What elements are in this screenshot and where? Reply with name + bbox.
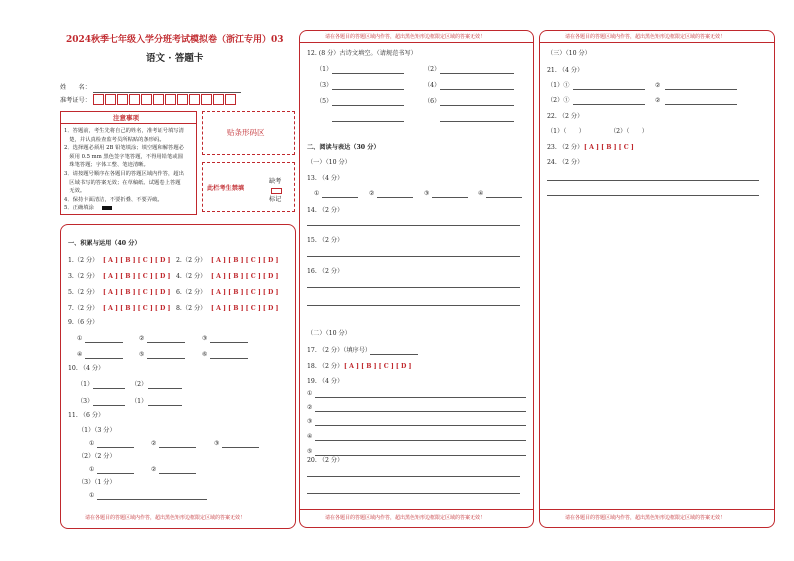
q21-r2-line2[interactable] xyxy=(665,104,737,105)
q11-sub1-mark: ② xyxy=(151,440,157,447)
q23-options[interactable]: [ A ] [ B ] [ C ] xyxy=(584,144,634,151)
q21-r1-line2[interactable] xyxy=(665,89,737,90)
mc-question-label: 2.（2 分） xyxy=(176,257,207,264)
warning-text-col3-top: 请在各题目的答题区域内作答，超出黑色矩形边框限定区域的答案无效！ xyxy=(565,34,726,40)
mc-options[interactable]: [ A ] [ B ] [ C ] [ D ] xyxy=(211,305,279,312)
writing-line[interactable] xyxy=(307,476,520,477)
q11-sub1-line[interactable] xyxy=(222,447,259,448)
q9-mark: ① xyxy=(77,335,83,342)
exam-number-box[interactable] xyxy=(225,94,236,105)
mc-options[interactable]: [ A ] [ B ] [ C ] [ D ] xyxy=(211,273,279,280)
q9-answer-line[interactable] xyxy=(85,358,123,359)
exam-number-box[interactable] xyxy=(129,94,140,105)
q12-answer-line[interactable] xyxy=(440,105,514,106)
q21-r2-line1[interactable] xyxy=(573,104,645,105)
notice-item: 须用 0.5 mm 黑色签字笔答题，不得用铅笔或圆 xyxy=(64,153,183,160)
q19-mark: ③ xyxy=(307,418,313,425)
q19-answer-line[interactable] xyxy=(315,397,526,398)
q21-r2-mark2: ② xyxy=(655,97,661,104)
mc-options[interactable]: [ A ] [ B ] [ C ] [ D ] xyxy=(103,273,171,280)
q12-answer-line[interactable] xyxy=(332,89,404,90)
page-subtitle: 语文 · 答题卡 xyxy=(146,53,204,64)
part2-sub1: （一）（10 分） xyxy=(307,159,351,166)
q13-answer-line[interactable] xyxy=(486,197,522,198)
writing-line[interactable] xyxy=(307,225,520,226)
q10-mark: （1） xyxy=(131,398,148,405)
q11-sub2-mark: ② xyxy=(151,466,157,473)
part2-sub3: （三）（10 分） xyxy=(547,50,591,57)
q12-mark: （1） xyxy=(316,66,333,73)
part2-title: 二、阅读与表达（30 分） xyxy=(307,144,380,151)
q11-sub3-mark: ① xyxy=(89,492,95,499)
exam-number-box[interactable] xyxy=(105,94,116,105)
exam-number-box[interactable] xyxy=(117,94,128,105)
q13-mark: ① xyxy=(314,190,320,197)
part2-sub2: （二）（10 分） xyxy=(307,330,351,337)
warning-text: 请在各题目的答题区域内作答，超出黑色矩形边框限定区域的答案无效！ xyxy=(85,515,246,521)
q9-answer-line[interactable] xyxy=(147,358,185,359)
q11-sub1-label: （1）（3 分） xyxy=(78,427,116,434)
q23-label: 23. （2 分） xyxy=(547,144,584,151)
mc-options[interactable]: [ A ] [ B ] [ C ] [ D ] xyxy=(103,289,171,296)
q13-mark: ③ xyxy=(424,190,430,197)
filled-sample-mark xyxy=(102,206,112,210)
barcode-area xyxy=(202,111,295,155)
q10-answer-line[interactable] xyxy=(148,405,182,406)
exam-number-boxes[interactable] xyxy=(93,94,237,106)
q19-mark: ① xyxy=(307,390,313,397)
q14-label: 14. （2 分） xyxy=(307,207,344,214)
q11-sub3-label: （3）（1 分） xyxy=(78,479,116,486)
q9-answer-line[interactable] xyxy=(147,342,185,343)
q9-answer-line[interactable] xyxy=(210,358,248,359)
q9-mark: ⑤ xyxy=(139,351,145,358)
q19-mark: ④ xyxy=(307,433,313,440)
name-field[interactable] xyxy=(93,92,241,93)
notice-item: 2．选择题必须用 2B 铅笔填涂；填空题和解答题必 xyxy=(64,145,184,152)
mc-options[interactable]: [ A ] [ B ] [ C ] [ D ] xyxy=(103,257,171,264)
exam-number-box[interactable] xyxy=(201,94,212,105)
q12-mark: （2） xyxy=(424,66,441,73)
q13-mark: ② xyxy=(369,190,375,197)
notice-list xyxy=(64,127,184,213)
mc-question-label: 8.（2 分） xyxy=(176,305,207,312)
notice-item: 区域书写的答案无效；在草稿纸、试题卷上答题 xyxy=(64,179,181,186)
exam-number-box[interactable] xyxy=(141,94,152,105)
warning-text-col2-bottom: 请在各题目的答题区域内作答，超出黑色矩形边框限定区域的答案无效！ xyxy=(325,515,486,521)
q10-mark: （2） xyxy=(131,381,148,388)
writing-line[interactable] xyxy=(307,493,520,494)
notice-item: 1．答题前，考生先将自己的姓名，准考证号填写清 xyxy=(64,128,184,134)
q22-r2[interactable]: （2）（ ） xyxy=(610,128,648,135)
notice-item: 楚，并认真检查监考员所粘贴的条形码。 xyxy=(64,136,165,143)
q20-label: 20. （2 分） xyxy=(307,457,344,464)
writing-line[interactable] xyxy=(307,305,520,306)
q19-answer-line[interactable] xyxy=(315,411,526,412)
q12-mark: （3） xyxy=(316,82,333,89)
exam-number-box[interactable] xyxy=(189,94,200,105)
q11-sub1-mark: ③ xyxy=(214,440,220,447)
name-label: 姓 名： xyxy=(60,84,91,91)
q11-sub2-label: （2）（2 分） xyxy=(78,453,116,460)
q10-mark: （3） xyxy=(77,398,94,405)
q12-answer-line[interactable] xyxy=(332,105,404,106)
notice-item: 3．请按题号顺序在各题目的答题区域内作答，超出 xyxy=(64,170,184,177)
q18-options[interactable]: [ A ] [ B ] [ C ] [ D ] xyxy=(344,363,412,370)
q12-extra-line[interactable] xyxy=(332,121,404,122)
q19-answer-line[interactable] xyxy=(315,425,526,426)
part1-title: 一、积累与运用（40 分） xyxy=(68,240,141,247)
q12-answer-line[interactable] xyxy=(440,73,514,74)
q11-sub1-mark: ① xyxy=(89,440,95,447)
notice-box xyxy=(60,111,197,215)
warning-text-col2-top: 请在各题目的答题区域内作答，超出黑色矩形边框限定区域的答案无效！ xyxy=(325,34,486,40)
exam-number-label: 准考证号： xyxy=(60,97,91,104)
exam-number-box[interactable] xyxy=(213,94,224,105)
q12-extra-line[interactable] xyxy=(440,121,514,122)
q9-answer-line[interactable] xyxy=(85,342,123,343)
q16-label: 16. （2 分） xyxy=(307,268,344,275)
q9-mark: ④ xyxy=(77,351,83,358)
q11-sub2-mark: ① xyxy=(89,466,95,473)
q12-answer-line[interactable] xyxy=(440,89,514,90)
q9-label: 9.（6 分） xyxy=(68,319,99,326)
q11-sub2-line[interactable] xyxy=(97,473,134,474)
notice-title: 注意事项 xyxy=(113,114,139,122)
q11-label: 11. （6 分） xyxy=(68,412,105,419)
mc-question-label: 7.（2 分） xyxy=(68,305,99,312)
absent-checkbox[interactable] xyxy=(271,188,282,194)
q21-r1-mark1: （1）① xyxy=(547,82,570,89)
writing-line[interactable] xyxy=(307,287,520,288)
q24-line2[interactable] xyxy=(547,195,759,196)
absent-label: 此栏考生禁填 xyxy=(207,185,245,192)
q11-sub3-line[interactable] xyxy=(97,499,207,500)
mc-options[interactable]: [ A ] [ B ] [ C ] [ D ] xyxy=(103,305,171,312)
q17-answer-line[interactable] xyxy=(370,354,418,355)
absent-mark-text1: 缺考 xyxy=(269,178,282,185)
absent-mark-text2: 标记 xyxy=(269,196,282,203)
q21-r1-mark2: ② xyxy=(655,82,661,89)
notice-item: 4．保持卡面清洁，不要折叠、不要弄破。 xyxy=(64,196,163,203)
q18-label: 18. （2 分） xyxy=(307,363,344,370)
q17-label: 17. （2 分）（填序号） xyxy=(307,347,372,354)
q13-answer-line[interactable] xyxy=(377,197,413,198)
notice-item: 5．正确填涂 xyxy=(64,205,94,212)
q11-sub1-line[interactable] xyxy=(97,447,134,448)
q11-sub2-line[interactable] xyxy=(159,473,196,474)
q21-r1-line1[interactable] xyxy=(573,89,645,90)
q24-line1[interactable] xyxy=(547,180,759,181)
q9-mark: ② xyxy=(139,335,145,342)
q21-label: 21. （4 分） xyxy=(547,67,584,74)
q12-mark: （4） xyxy=(424,82,441,89)
writing-line[interactable] xyxy=(307,256,520,257)
q22-r1[interactable]: （1）（ ） xyxy=(547,128,585,135)
exam-number-box[interactable] xyxy=(165,94,176,105)
q10-answer-line[interactable] xyxy=(148,388,182,389)
q13-answer-line[interactable] xyxy=(432,197,468,198)
q19-answer-line[interactable] xyxy=(315,440,526,441)
mc-question-label: 6.（2 分） xyxy=(176,289,207,296)
exam-number-box[interactable] xyxy=(93,94,104,105)
q12-label: 12. (8 分）古诗文填空。（请规范书写） xyxy=(307,50,417,57)
q10-mark: （1） xyxy=(77,381,94,388)
exam-number-box[interactable] xyxy=(153,94,164,105)
q10-answer-line[interactable] xyxy=(93,405,125,406)
q13-label: 13. （4 分） xyxy=(307,175,344,182)
notice-item: 珠笔答题；字体工整、笔迹清晰。 xyxy=(64,162,149,169)
q22-label: 22. （2 分） xyxy=(547,113,584,120)
q10-answer-line[interactable] xyxy=(93,388,125,389)
q12-mark: （6） xyxy=(424,98,441,105)
q9-mark: ③ xyxy=(202,335,208,342)
notice-item: 无效。 xyxy=(64,188,86,195)
q10-label: 10. （4 分） xyxy=(68,365,105,372)
exam-number-box[interactable] xyxy=(177,94,188,105)
q9-answer-line[interactable] xyxy=(210,342,248,343)
q12-answer-line[interactable] xyxy=(332,73,404,74)
q21-r2-mark1: （2）① xyxy=(547,97,570,104)
q9-mark: ⑥ xyxy=(202,351,208,358)
q19-mark: ⑤ xyxy=(307,448,313,455)
absent-box xyxy=(202,162,295,212)
warning-text-col3-bottom: 请在各题目的答题区域内作答，超出黑色矩形边框限定区域的答案无效！ xyxy=(565,515,726,521)
q12-mark: （5） xyxy=(316,98,333,105)
mc-question-label: 4.（2 分） xyxy=(176,273,207,280)
q19-mark: ② xyxy=(307,404,313,411)
q19-answer-line[interactable] xyxy=(315,455,526,456)
q19-label: 19. （4 分） xyxy=(307,378,344,385)
mc-options[interactable]: [ A ] [ B ] [ C ] [ D ] xyxy=(211,257,279,264)
mc-question-label: 3.（2 分） xyxy=(68,273,99,280)
barcode-label: 贴条形码区 xyxy=(227,128,265,137)
q11-sub1-line[interactable] xyxy=(159,447,196,448)
q15-label: 15. （2 分） xyxy=(307,237,344,244)
mc-question-label: 5.（2 分） xyxy=(68,289,99,296)
mc-question-label: 1.（2 分） xyxy=(68,257,99,264)
q13-mark: ④ xyxy=(478,190,484,197)
q24-label: 24. （2 分） xyxy=(547,159,584,166)
q13-answer-line[interactable] xyxy=(322,197,358,198)
page-title: 2024秋季七年级入学分班考试模拟卷（浙江专用）03 xyxy=(66,35,284,45)
mc-options[interactable]: [ A ] [ B ] [ C ] [ D ] xyxy=(211,289,279,296)
